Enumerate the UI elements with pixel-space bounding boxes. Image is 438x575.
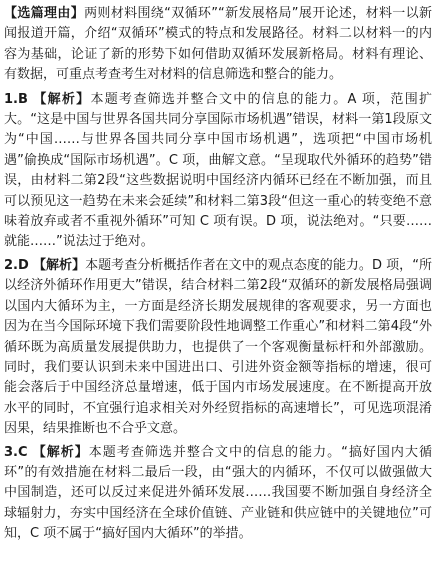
analysis-text: 本题考查筛选并整合文中的信息的能力。A 项，范围扩大。“这是中国与世界各国共同分享国际市场机遇”错误，材料一第1段原文为“中国……与世界各国共同分享中国市场机遇”，选项把“中国市场机遇”偷换成“国际市场机遇”。C 项，曲解文意。“呈现取代外循环的趋势”错误，由材料二第2段“这些数据说明中国经济内循环已经在不断加强，而且可以预见这一趋势在未来会延续”和材料二第3段“但这一重心的转变绝不意味着放弃或者不重视外循环”可知 C 项有误。D 项，说法绝对。“只要……就能……”说法过于绝对。 [4, 91, 432, 250]
analysis-label: 【解析】 [33, 91, 91, 107]
analysis-label: 【解析】 [32, 257, 86, 273]
answer-letter: D [17, 257, 29, 273]
answer-explanation-page [4, 4, 432, 548]
answer-letter: B [17, 91, 28, 107]
selection-reason-text: 两则材料围绕“双循环”“新发展格局”展开论述，材料一以新闻报道开篇，介绍“双循环”模式的特点和发展路径。材料二以材料一的内容为基础，论证了新的形势下如何借助双循环发展新格局。材料有理论、有数据，可重点考查考生对材料的信息筛选和整合的能力。 [4, 6, 432, 83]
analysis-text: 本题考查分析概括作者在文中的观点态度的能力。D 项，“所以经济外循环作用更大”错误，结合材料二第2段“双循环的新发展格局强调以国内大循环为主，一方面是经济长期发展规律的客观要求，另一方面也因为在当今国际环境下我们需要阶段性地调整工作重心”和材料二第4段“外循环既为高质量发展提供助力，也提供了一个客观衡量标杆和外部激励。同时，我们要认识到未来中国进出口、引进外资金额等指标的增速，很可能会落后于中国经济总量增速，低于国内市场发展速度。在不断提高开放水平的同时，不宜强行追求相关对外经贸指标的高速增长”，可见选项混淆因果，结果推断也不合乎文意。 [4, 257, 432, 437]
answer-number: 3. [4, 444, 18, 460]
answer-item-1 [4, 90, 432, 253]
selection-reason-paragraph [4, 4, 432, 86]
selection-reason-label: 【选篇理由】 [4, 6, 85, 21]
answer-number: 2. [4, 257, 18, 273]
answer-item-3 [4, 443, 432, 545]
analysis-label: 【解析】 [32, 444, 89, 460]
answer-letter: C [17, 444, 28, 460]
answer-item-2 [4, 256, 432, 440]
answer-number: 1. [4, 91, 18, 107]
analysis-text: 本题考查筛选并整合文中的信息的能力。“搞好国内大循环”的有效措施在材料二最后一段，由“强大的内循环，不仅可以做强做大中国制造，还可以反过来促进外循环发展……我国要不断加强自身经济全球辐射力，夯实中国经济在全球价值链、产业链和供应链中的关键地位”可知，C 项不属于“搞好国内大循环”的举措。 [4, 444, 432, 542]
